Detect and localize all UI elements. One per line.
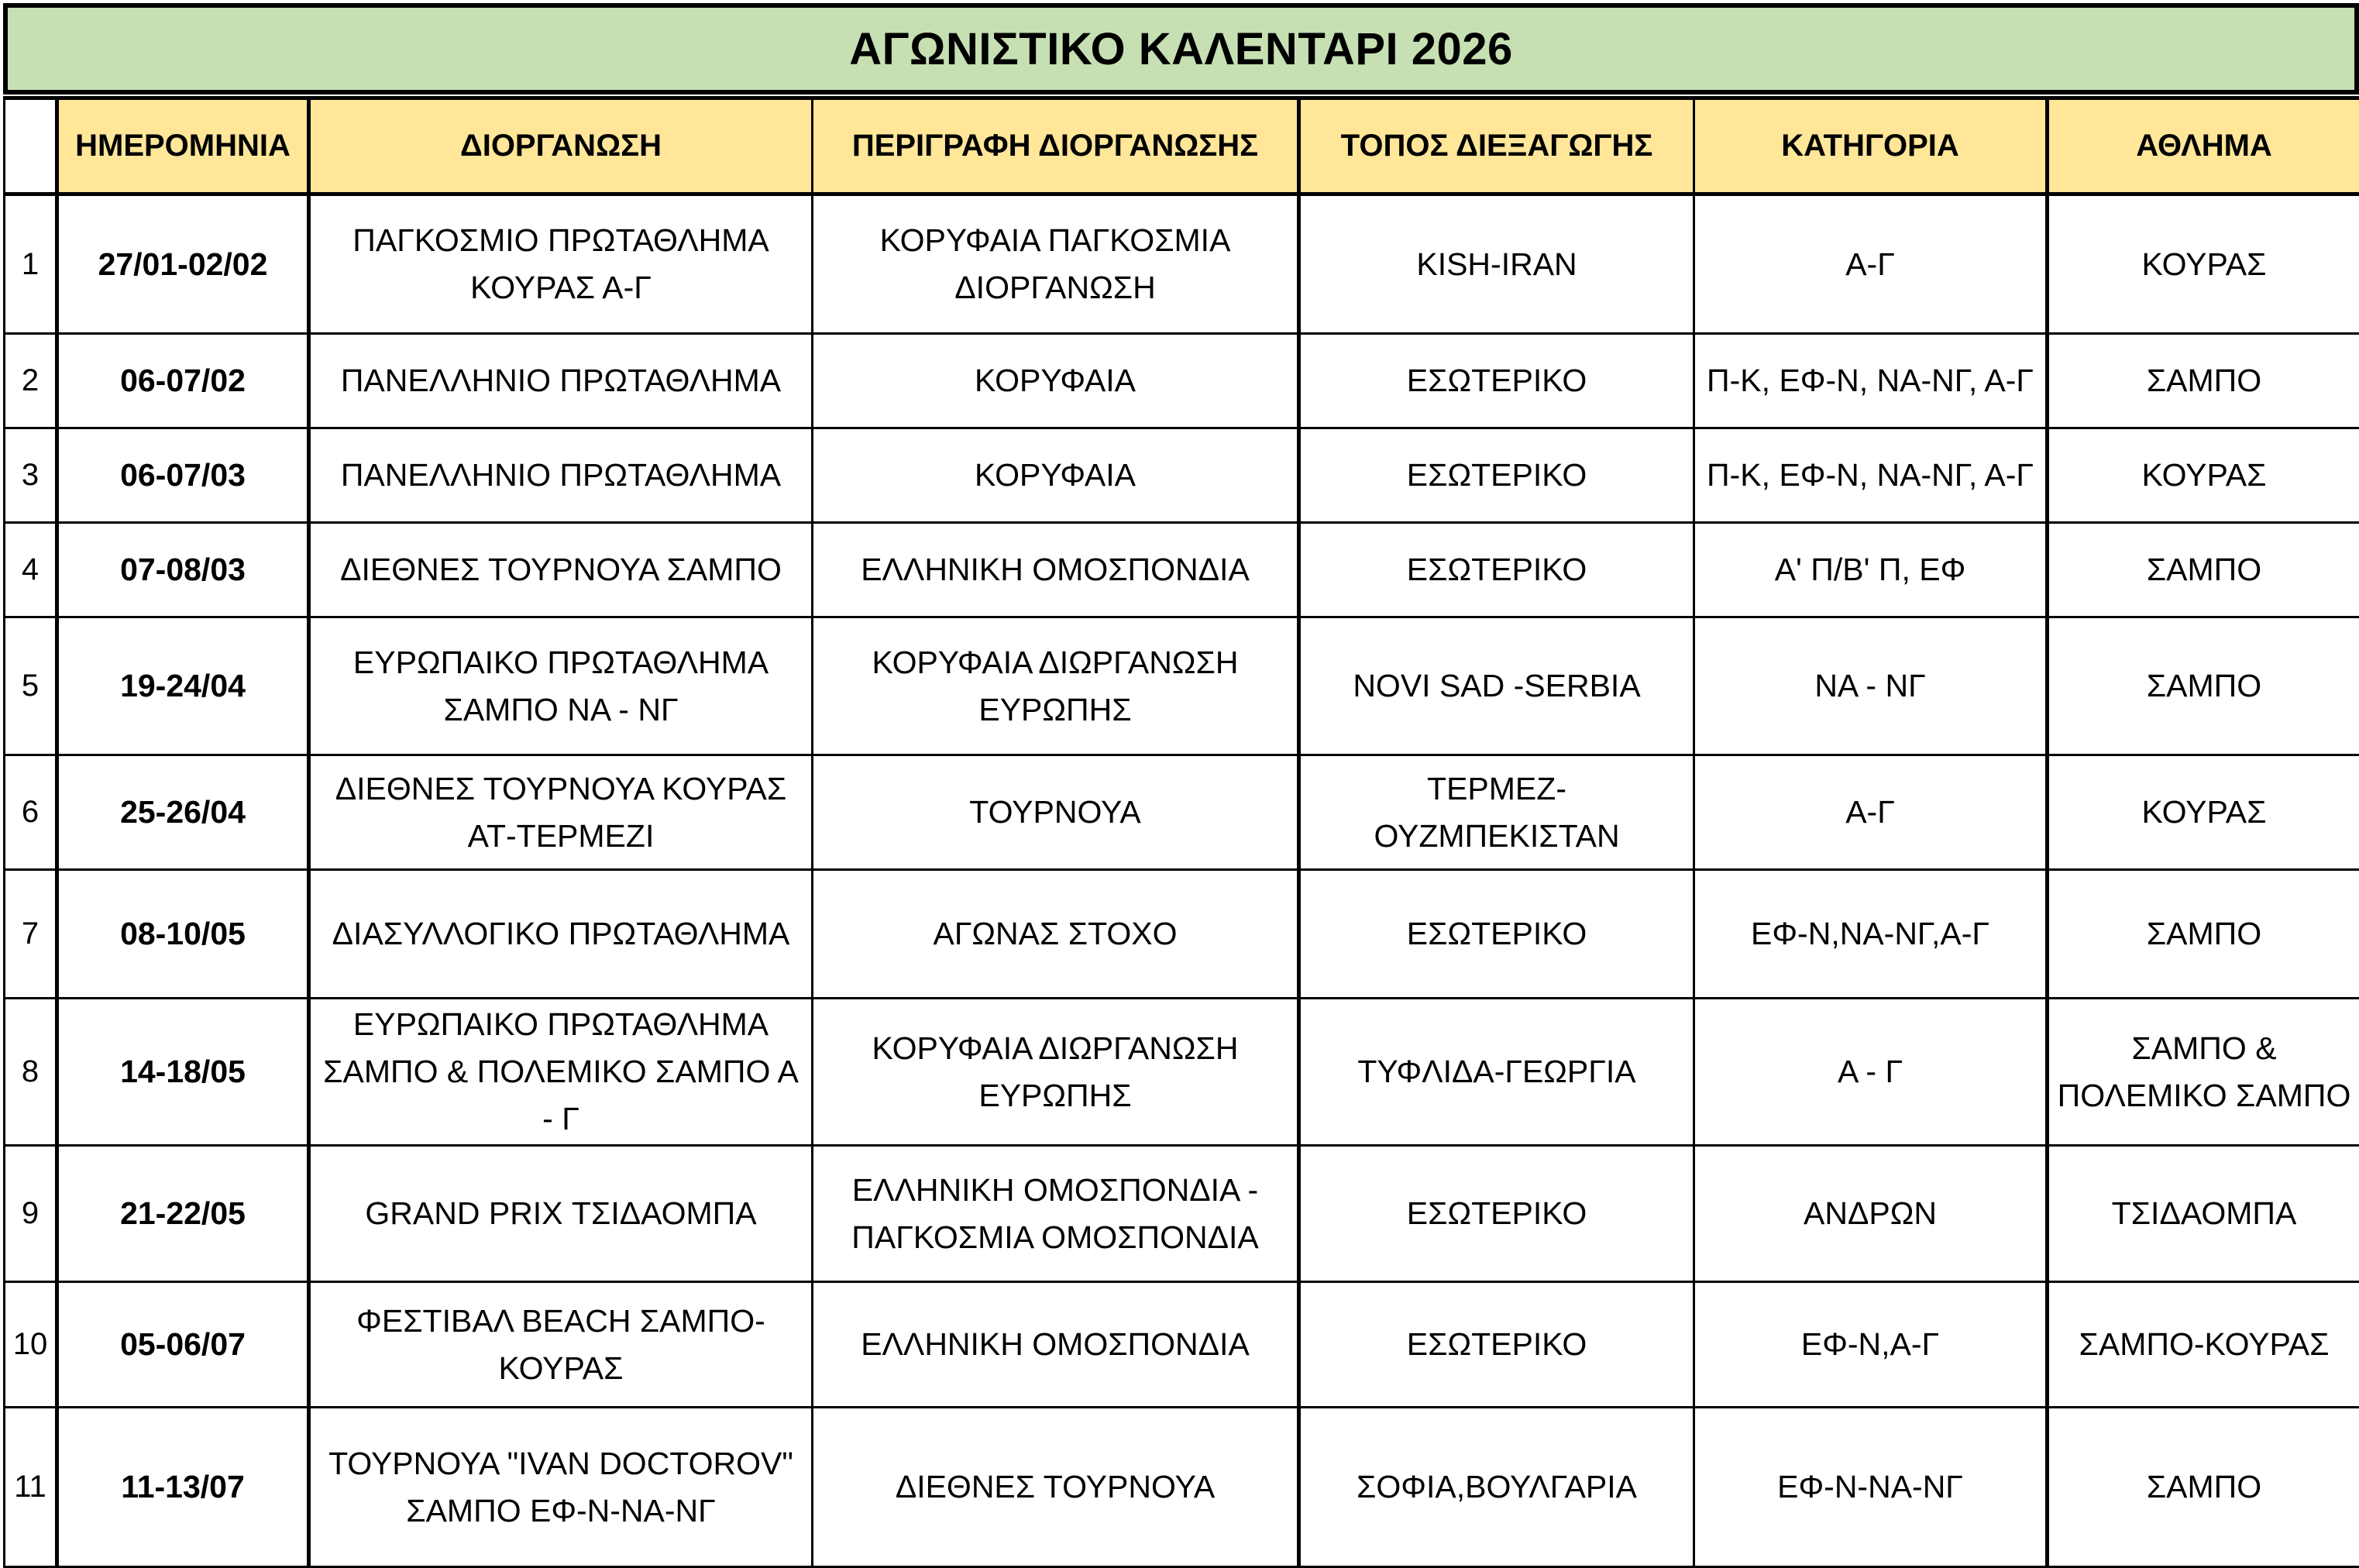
row-venue: KISH-IRAN bbox=[1299, 194, 1694, 334]
row-description: ΕΛΛΗΝΙΚΗ ΟΜΟΣΠΟΝΔΙΑ bbox=[813, 523, 1299, 617]
row-number: 8 bbox=[5, 999, 57, 1146]
row-venue: ΣΟΦΙΑ,ΒΟΥΛΓΑΡΙΑ bbox=[1299, 1408, 1694, 1567]
row-category: Α - Γ bbox=[1694, 999, 2048, 1146]
row-category: Α-Γ bbox=[1694, 755, 2048, 870]
row-description: ΚΟΡΥΦΑΙΑ ΔΙΩΡΓΑΝΩΣΗ ΕΥΡΩΠΗΣ bbox=[813, 999, 1299, 1146]
row-category: Π-Κ, ΕΦ-Ν, ΝΑ-ΝΓ, Α-Γ bbox=[1694, 334, 2048, 428]
row-venue: ΤΥΦΛΙΔΑ-ΓΕΩΡΓΙΑ bbox=[1299, 999, 1694, 1146]
header-description[interactable]: ΠΕΡΙΓΡΑΦΗ ΔΙΟΡΓΑΝΩΣΗΣ bbox=[813, 98, 1299, 194]
row-description: ΚΟΡΥΦΑΙΑ bbox=[813, 334, 1299, 428]
row-venue: ΕΣΩΤΕΡΙΚΟ bbox=[1299, 1282, 1694, 1408]
header-event[interactable]: ΔΙΟΡΓΑΝΩΣΗ bbox=[309, 98, 813, 194]
row-venue: ΕΣΩΤΕΡΙΚΟ bbox=[1299, 1146, 1694, 1282]
table-row[interactable] bbox=[5, 617, 2359, 755]
table-row[interactable] bbox=[5, 1408, 2359, 1567]
row-event: ΠΑΝΕΛΛΗΝΙΟ ΠΡΩΤΑΘΛΗΜΑ bbox=[309, 334, 813, 428]
row-date: 05-06/07 bbox=[57, 1282, 309, 1408]
row-venue: ΤΕΡΜΕΖ-ΟΥΖΜΠΕΚΙΣΤΑΝ bbox=[1299, 755, 1694, 870]
row-date: 11-13/07 bbox=[57, 1408, 309, 1567]
row-sport: ΣΑΜΠΟ-ΚΟΥΡΑΣ bbox=[2048, 1282, 2359, 1408]
row-event: ΔΙΕΘΝΕΣ ΤΟΥΡΝΟΥΑ ΚΟΥΡΑΣ ΑΤ-ΤΕΡΜΕΖΙ bbox=[309, 755, 813, 870]
row-event: ΕΥΡΩΠΑΙΚΟ ΠΡΩΤΑΘΛΗΜΑ ΣΑΜΠΟ ΝΑ - ΝΓ bbox=[309, 617, 813, 755]
row-category: Α' Π/Β' Π, ΕΦ bbox=[1694, 523, 2048, 617]
table-row[interactable] bbox=[5, 870, 2359, 999]
row-date: 06-07/03 bbox=[57, 428, 309, 523]
table-row[interactable] bbox=[5, 523, 2359, 617]
row-date: 27/01-02/02 bbox=[57, 194, 309, 334]
row-event: GRAND PRIX ΤΣΙΔΑΟΜΠΑ bbox=[309, 1146, 813, 1282]
row-sport: ΣΑΜΠΟ bbox=[2048, 870, 2359, 999]
header-venue[interactable]: ΤΟΠΟΣ ΔΙΕΞΑΓΩΓΗΣ bbox=[1299, 98, 1694, 194]
table-row[interactable] bbox=[5, 194, 2359, 334]
row-date: 07-08/03 bbox=[57, 523, 309, 617]
row-category: ΕΦ-Ν,ΝΑ-ΝΓ,Α-Γ bbox=[1694, 870, 2048, 999]
page-title: ΑΓΩΝΙΣΤΙΚΟ ΚΑΛΕΝΤΑΡΙ 2026 bbox=[849, 23, 1513, 75]
row-date: 14-18/05 bbox=[57, 999, 309, 1146]
row-sport: ΣΑΜΠΟ bbox=[2048, 1408, 2359, 1567]
row-description: ΚΟΡΥΦΑΙΑ bbox=[813, 428, 1299, 523]
row-description: ΕΛΛΗΝΙΚΗ ΟΜΟΣΠΟΝΔΙΑ - ΠΑΓΚΟΣΜΙΑ ΟΜΟΣΠΟΝΔΙΑ bbox=[813, 1146, 1299, 1282]
table-row[interactable] bbox=[5, 1146, 2359, 1282]
row-sport: ΚΟΥΡΑΣ bbox=[2048, 428, 2359, 523]
row-description: ΑΓΩΝΑΣ ΣΤΟΧΟ bbox=[813, 870, 1299, 999]
row-date: 21-22/05 bbox=[57, 1146, 309, 1282]
header-date[interactable]: ΗΜΕΡΟΜΗΝΙΑ bbox=[57, 98, 309, 194]
row-category: ΕΦ-Ν,Α-Γ bbox=[1694, 1282, 2048, 1408]
row-date: 08-10/05 bbox=[57, 870, 309, 999]
header-category[interactable]: ΚΑΤΗΓΟΡΙΑ bbox=[1694, 98, 2048, 194]
table-row[interactable] bbox=[5, 999, 2359, 1146]
row-venue: ΕΣΩΤΕΡΙΚΟ bbox=[1299, 334, 1694, 428]
header-index-cell bbox=[5, 98, 57, 194]
row-event: ΔΙΕΘΝΕΣ ΤΟΥΡΝΟΥΑ ΣΑΜΠΟ bbox=[309, 523, 813, 617]
row-number: 1 bbox=[5, 194, 57, 334]
row-description: ΤΟΥΡΝΟΥΑ bbox=[813, 755, 1299, 870]
row-date: 25-26/04 bbox=[57, 755, 309, 870]
row-sport: ΚΟΥΡΑΣ bbox=[2048, 755, 2359, 870]
table-row[interactable] bbox=[5, 428, 2359, 523]
row-sport: ΣΑΜΠΟ & ΠΟΛΕΜΙΚΟ ΣΑΜΠΟ bbox=[2048, 999, 2359, 1146]
row-description: ΚΟΡΥΦΑΙΑ ΔΙΩΡΓΑΝΩΣΗ ΕΥΡΩΠΗΣ bbox=[813, 617, 1299, 755]
row-sport: ΣΑΜΠΟ bbox=[2048, 334, 2359, 428]
header-sport[interactable]: ΑΘΛΗΜΑ bbox=[2048, 98, 2359, 194]
table-row[interactable] bbox=[5, 334, 2359, 428]
row-category: ΕΦ-Ν-ΝΑ-ΝΓ bbox=[1694, 1408, 2048, 1567]
row-date: 06-07/02 bbox=[57, 334, 309, 428]
row-category: Α-Γ bbox=[1694, 194, 2048, 334]
row-number: 5 bbox=[5, 617, 57, 755]
row-description: ΕΛΛΗΝΙΚΗ ΟΜΟΣΠΟΝΔΙΑ bbox=[813, 1282, 1299, 1408]
row-event: ΔΙΑΣΥΛΛΟΓΙΚΟ ΠΡΩΤΑΘΛΗΜΑ bbox=[309, 870, 813, 999]
calendar-table bbox=[3, 96, 2359, 1568]
row-category: ΑΝΔΡΩΝ bbox=[1694, 1146, 2048, 1282]
row-event: ΕΥΡΩΠΑΙΚΟ ΠΡΩΤΑΘΛΗΜΑ ΣΑΜΠΟ & ΠΟΛΕΜΙΚΟ ΣΑΜΠΟ Α - Γ bbox=[309, 999, 813, 1146]
row-event: ΠΑΓΚΟΣΜΙΟ ΠΡΩΤΑΘΛΗΜΑ ΚΟΥΡΑΣ Α-Γ bbox=[309, 194, 813, 334]
row-number: 7 bbox=[5, 870, 57, 999]
row-number: 3 bbox=[5, 428, 57, 523]
row-category: ΝΑ - ΝΓ bbox=[1694, 617, 2048, 755]
row-venue: NOVI SAD -SERBIA bbox=[1299, 617, 1694, 755]
row-event: ΤΟΥΡΝΟΥΑ "IVAN DOCTOROV" ΣΑΜΠΟ ΕΦ-Ν-ΝΑ-ΝΓ bbox=[309, 1408, 813, 1567]
row-description: ΔΙΕΘΝΕΣ ΤΟΥΡΝΟΥΑ bbox=[813, 1408, 1299, 1567]
row-number: 6 bbox=[5, 755, 57, 870]
row-sport: ΚΟΥΡΑΣ bbox=[2048, 194, 2359, 334]
row-event: ΦΕΣΤΙΒΑΛ BEACH ΣΑΜΠΟ-ΚΟΥΡΑΣ bbox=[309, 1282, 813, 1408]
row-description: ΚΟΡΥΦΑΙΑ ΠΑΓΚΟΣΜΙΑ ΔΙΟΡΓΑΝΩΣΗ bbox=[813, 194, 1299, 334]
row-number: 11 bbox=[5, 1408, 57, 1567]
row-venue: ΕΣΩΤΕΡΙΚΟ bbox=[1299, 870, 1694, 999]
row-number: 2 bbox=[5, 334, 57, 428]
table-body bbox=[5, 194, 2359, 1567]
row-sport: ΣΑΜΠΟ bbox=[2048, 617, 2359, 755]
row-number: 4 bbox=[5, 523, 57, 617]
row-number: 9 bbox=[5, 1146, 57, 1282]
row-category: Π-Κ, ΕΦ-Ν, ΝΑ-ΝΓ, Α-Γ bbox=[1694, 428, 2048, 523]
row-venue: ΕΣΩΤΕΡΙΚΟ bbox=[1299, 428, 1694, 523]
table-row[interactable] bbox=[5, 1282, 2359, 1408]
title-bar bbox=[3, 3, 2359, 95]
row-number: 10 bbox=[5, 1282, 57, 1408]
row-sport: ΣΑΜΠΟ bbox=[2048, 523, 2359, 617]
row-event: ΠΑΝΕΛΛΗΝΙΟ ΠΡΩΤΑΘΛΗΜΑ bbox=[309, 428, 813, 523]
row-date: 19-24/04 bbox=[57, 617, 309, 755]
header-row bbox=[5, 98, 2359, 194]
row-venue: ΕΣΩΤΕΡΙΚΟ bbox=[1299, 523, 1694, 617]
table-row[interactable] bbox=[5, 755, 2359, 870]
row-sport: ΤΣΙΔΑΟΜΠΑ bbox=[2048, 1146, 2359, 1282]
